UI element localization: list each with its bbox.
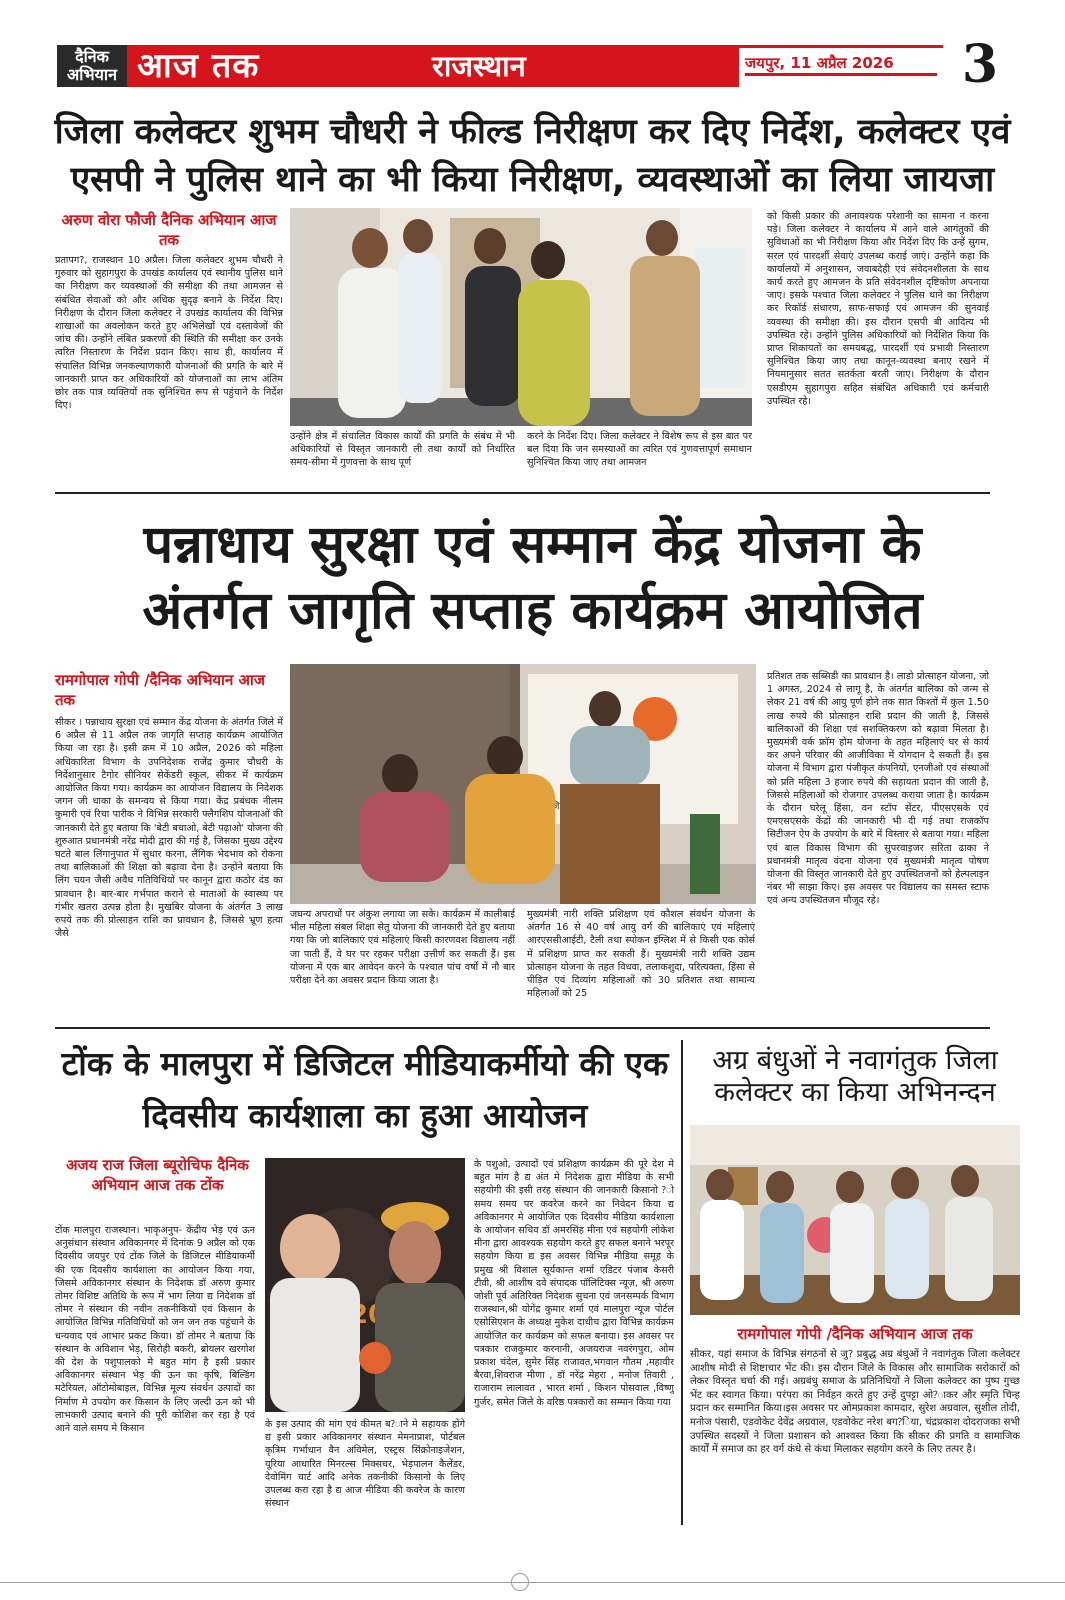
story1-col4: को किसी प्रकार की अनावश्यक परेशानी का सामना न करना पड़े। जिला कलेक्टर ने कार्यालय में आने वाले आगंतुकों की सुविधाओं का भी निरीक्षण किया और निर्देश दिए कि उन्हें सुगम, सरल एवं पारदर्शी सेवाएं उपलब्ध कराई जाएं। उन्होंने कहा कि कार्यालयों में अनुशासन, जवाबदेही एवं संवेदनशीलता के साथ कार्य करते हुए आमजन के प्रति संवेदनशील दृष्टिकोण अपनाया जाए। इसके पश्चात जिला कलेक्टर ने पुलिस थाने का निरीक्षण कर रिकॉर्ड संधारण, साफ-सफाई एवं आमजन की सुनवाई व्यवस्था की समीक्षा की। इस दौरान एसपी बी आदित्य भी उपस्थित रहे। उन्होंने पुलिस अधिकारियों को निर्देशित किया कि प्राप्त शिकायतों का समयबद्ध, पारदर्शी एवं प्रभावी निस्तारण सुनिश्चित किया जाए तथा कानून-व्यवस्था बनाए रखने में नियमानुसार सतत सतर्कता बरती जाए। निरीक्षण के दौरान एसडीएम सुहागपुरा सहित संबंधित अधिकारी एवं कर्मचारी उपस्थित रहे।: [767, 211, 989, 407]
story3-photo: [265, 1158, 465, 1412]
story3-headline: टोंक के मालपुरा में डिजिटल मीडियाकर्मीयो की एक दिवसीय कार्यशाला का हुआ आयोजन: [61, 1044, 669, 1135]
story2-col1: सीकर । पन्नाधाय सुरक्षा एवं सम्मान केंद्र योजना के अंतर्गत जिले में 6 अप्रैल से 11 अप्रैल तक जागृति सप्ताह कार्यक्रम आयोजित किया जा रहा है। इसी क्रम में 10 अप्रैल, 2026 को महिला अधिकारिता विभाग के उपनिदेशक राजेंद्र कुमार चौधरी के निर्देशानुसार टैगोर सीनियर सेकेंडरी स्कूल, सीकर में कार्यक्रम आयोजित किया गया। कार्यक्रम का आयोजन विद्यालय के निदेशक जगन जी धाका के समन्वय से किया गया। केंद्र प्रबंधक नीलम कुमारी एवं रिचा पारीक ने विभिन्न सरकारी फ्लैगशिप योजनाओं की जानकारी देते हुए बताया कि 'बेटी बचाओ, बेटी पढ़ाओ' योजना की शुरुआत प्रधानमंत्री नरेंद्र मोदी द्वारा की गई है, जिसका मुख्य उद्देश्य घटते बाल लिंगानुपात में सुधार करना, लैंगिक भेदभाव को रोकना तथा बालिकाओं की शिक्षा को बढ़ावा देना है। उन्होंने बताया कि लिंग चयन जैसी अवैध गतिविधियों पर कानून द्वारा कठोर दंड का प्रावधान है। बार-बार गर्भपात कराने से माताओं के स्वास्थ्य पर गंभीर खतरा उत्पन्न होता है। मुखबिर योजना के अंतर्गत 3 लाख रुपये तक की प्रोत्साहन राशि का प्रावधान है, जिससे भ्रूण हत्या जैसे: [55, 717, 283, 940]
footer-line: [0, 1582, 1065, 1583]
column-divider: [681, 1040, 683, 1525]
story4-body: सीकर, यहां समाज के विभिन्न संगठनों से जु? प्रबुद्ध अग्र बंधुओं ने नवागंतुक जिला कलेक्टर आशीष मोदी से शिष्टाचार भेंट की। इस दौरान जिले के विकास और सामाजिक सरोकारों को लेकर विस्तृत चर्चा की गई। अग्रबंधु समाज के प्रतिनिधियों ने जिला कलेक्टर का पुष्प गुच्छ भेंट कर स्वागत किया। परंपरा का निर्वहन करते हुए उन्हें दुपट्टा ओ?ाकर और स्मृति चिन्ह प्रदान कर सम्मानित किया।इस अवसर पर ओमप्रकाश कामदार, सुरेश अग्रवाल, सुशील तोदी, मनोज पंसारी, एडवोकेट देवेंद्र अग्रवाल, एडवोकेट नरेश बग?िया, चंद्रप्रकाश दोदराजका सभी उपस्थित सदस्यों ने जिला प्रशासन को आश्वस्त किया कि सीकर की प्रगति व सामाजिक कार्यों में समाज का हर वर्ग कंधे से कंधा मिलाकर सहयोग करने के लिए तत्पर है।: [690, 1349, 1020, 1456]
story4-photo: [690, 1125, 1020, 1315]
story2-headline-line1: पन्नाधाय सुरक्षा एवं सम्मान केंद्र योजना के: [143, 515, 922, 575]
issue-date: जयपुर, 11 अप्रैल 2026: [745, 54, 894, 72]
story1-col2: उन्होंने क्षेत्र में संचालित विकास कार्यों की प्रगति के संबंध में भी अधिकारियों से विस्तृत जानकारी ली तथा कार्यों को निर्धारित समय-सीमा में गुणवत्ता के साथ पूर्ण: [290, 431, 515, 469]
story3-photo-art: [265, 1158, 465, 1412]
masthead: [57, 34, 1010, 95]
section-title: राजस्थान: [432, 49, 526, 83]
story3-col3: के पशुओ, उत्पादों एवं प्रशिक्षण कार्यक्रम की पूरे देश मे बहुत मांग है द्य अंत मे निदेशक द्वारा मीडिया के सभी सहयोगी की इसी तरह संस्थान की जानकारी किसानो ?ो समय समय पर कवरेज करने का निवेदन किया द्य अविकानगर मे आयोजित एक दिवसीय मीडिया कार्यशाला के आयोजन सचिव डॉ अमरसिंह मीना एवं सहयोगी लोकेश मीना द्वारा आवश्यक सहयोग करते हुए सफल बनाने भरपूर सहयोग किया द्य इस अवसर विभिन्न मीडिया समूह के प्रमुख श्री विशाल सूर्यकान्त शर्मा एडिटर पंजाब केसरी टीवी, श्री आशीष दवे संपादक पॉलिटिक्स न्यूज़, श्री अरुण जोशी पूर्व अतिरिक्त निदेशक सुचना एवं जनसम्पर्क विभाग राजस्थान,श्री योगेंद्र कुमार शर्मा एवं मालपुरा न्यूज पोर्टल एसोसिएशन के अध्यक्ष मुकेश दाधीच द्वारा विभिन्न कार्यक्रम आयोजित कर कार्यक्रम को सफल बनाया। इस अवसर पर पत्रकार राजकुमार करनानी, अजयराज नवरंगपुरा, ओम प्रकाश चंदेल, सुमेर सिंह राजावत,भगवान गौतम ,महावीर बैरवा,शिवराज मीणा , डॉ नरेंद्र मेहरा , मनोज तिवारी , राजाराम लालावत , भारत शर्मा , किशन पोसवाल ,विष्णु गुर्जर, समेत जिले के वरिष्ठ पत्रकारों का सम्मान किया गया: [474, 1159, 674, 1408]
story2-photo: [290, 664, 756, 904]
story4-headline: अग्र बंधुओं ने नवागंतुक जिला कलेक्टर का किया अभिनन्दन: [712, 1045, 998, 1108]
story2-col2: जघन्य अपराधों पर अंकुश लगाया जा सके। कार्यक्रम में कालीबाई भील महिला संबल शिक्षा सेतु योजना की जानकारी देते हुए बताया गया कि जो बालिकाएं एवं महिलाएं किसी कारणवश विद्यालय नहीं जा पाती हैं, वे घर पर रहकर परीक्षा उत्तीर्ण कर सकती हैं। इस योजना में एक बार आवेदन करने के पश्चात पांच वर्षों में नौ बार परीक्षा देने का अवसर प्रदान किया जाता है।: [290, 909, 515, 987]
date-underline: [745, 73, 937, 76]
story1-photo: [290, 208, 752, 426]
story2-headline: [40, 512, 1025, 644]
brand-title: आज तक: [137, 46, 260, 86]
story4-photo-art: [690, 1125, 1020, 1315]
story1-byline: अरुण वोरा फौजी दैनिक अभियान आज तक: [61, 211, 277, 249]
story2-col4: प्रतिशत तक सब्सिडी का प्रावधान है। लाडो प्रोत्साहन योजना, जो 1 अगस्त, 2024 से लागू है, के अंतर्गत बालिका को जन्म से लेकर 21 वर्ष की आयु पूर्ण होने तक सात किश्तों में कुल 1.50 लाख रुपये की प्रोत्साहन राशि प्रदान की जाती है, जिससे बालिकाओं की शिक्षा एवं सशक्तिकरण को बढ़ावा मिलता है। मुख्यमंत्री वर्क फ्रॉम होम योजना के तहत महिलाएं घर से कार्य कर अपने परिवार की आजीविका में योगदान दे सकती हैं। इस योजना में विभाग द्वारा पंजीकृत कंपनियों, एनजीओ एवं संस्थाओं को प्रति महिला 3 हजार रुपये की सहायता प्रदान की जाती है, जिससे महिलाओं को रोजगार उपलब्ध कराया जाता है। कार्यक्रम के दौरान घरेलू हिंसा, वन स्टॉप सेंटर, पीएसएसके एवं एमएसएसके केंद्रों की जानकारी भी दी गई तथा राजकॉप सिटीजन ऐप के उपयोग के बारे में विस्तार से बताया गया। महिला एवं बाल विकास विभाग की सुपरवाइजर सरिता ढाका ने प्रधानमंत्री मातृत्व वंदना योजना एवं मुख्यमंत्री मातृत्व पोषण योजना की विस्तृत जानकारी देते हुए उपस्थितजनों को हेल्पलाइन नंबर भी साझा किए। इस अवसर पर विद्यालय का समस्त स्टाफ एवं अन्य उपस्थितजन मौजूद रहे।: [767, 671, 989, 907]
story1-col3: करने के निर्देश दिए। जिला कलेक्टर ने विशेष रूप से इस बात पर बल दिया कि जन समस्याओं का त्वरित एवं गुणवत्तापूर्ण समाधान सुनिश्चित किया जाए तथा आमजन: [527, 431, 752, 469]
story1-headline: जिला कलेक्टर शुभम चौधरी ने फील्ड निरीक्षण कर दिए निर्देश, कलेक्टर एवं एसपी ने पुलिस थाने का भी किया निरीक्षण, व्यवस्थाओं का लिया जायजा: [54, 112, 1011, 200]
podium: [560, 784, 660, 904]
story2-headline-line2: अंतर्गत जागृति सप्ताह कार्यक्रम आयोजित: [142, 581, 923, 641]
registration-mark-icon: [511, 1573, 529, 1591]
story2-byline: रामगोपाल गोपी /दैनिक अभियान आज तक: [55, 671, 265, 709]
story1-col1: प्रतापग?, राजस्थान 10 अप्रैल। जिला कलेक्टर शुभम चौधरी ने गुरुवार को सुहागपुरा के उपखंड कार्यालय एवं स्थानीय पुलिस थाने का निरीक्षण कर व्यवस्थाओं की समीक्षा की तथा आमजन से संबंधित सेवाओं को और अधिक सुदृढ़ बनाने के निर्देश दिए। निरीक्षण के दौरान जिला कलेक्टर ने उपखंड कार्यालय की विभिन्न शाखाओं का अवलोकन करते हुए अभिलेखों एवं दस्तावेजों की जांच की। उन्होंने लंबित प्रकरणों की स्थिति की समीक्षा कर उनके त्वरित निस्तारण के निर्देश प्रदान किए। साथ ही, कार्यालय में संचालित विभिन्न जनकल्याणकारी योजनाओं की प्रगति के बारे में जानकारी प्राप्त कर अधिकारियों को योजनाओं का लाभ अंतिम छोर तक पात्र व्यक्तियों तक सुनिश्चित रूप से पहुंचाने के निर्देश दिए।: [55, 255, 283, 412]
banner-text: जिला: [549, 801, 569, 812]
story3-byline: अजय राज जिला ब्यूरोचिफ दैनिक अभियान आज तक टोंक: [66, 1156, 249, 1194]
story1-photo-art: [290, 208, 752, 426]
story2-col3: मुख्यमंत्री नारी शक्ति प्रशिक्षण एवं कौशल संवर्धन योजना के अंतर्गत 16 से 40 वर्ष आयु वर्ग की बालिकाएं एवं महिलाएं आरएससीआईटी, टैली तथा स्पोकन इंग्लिश में से किसी एक कोर्स में प्रशिक्षण प्राप्त कर सकती हैं। मुख्यमंत्री नारी शक्ति उद्यम प्रोत्साहन योजना के तहत विधवा, तलाकशुदा, परित्यक्ता, हिंसा से पीड़ित एवं दिव्यांग महिलाओं को 30 प्रतिशत तथा सामान्य महिलाओं को 25: [527, 909, 755, 1000]
story2-photo-art: [290, 664, 756, 904]
section-divider-2: [55, 1027, 990, 1029]
section-divider: [55, 492, 990, 494]
story4-byline: रामगोपाल गोपी /दैनिक अभियान आज तक: [737, 1325, 973, 1343]
story3-col1: टोंक मालपुरा राजस्थान। भाकृअनुप- केंद्रीय भेड़ एवं ऊन अनुसंधान संस्थान अविकानगर में दिनांक 9 अप्रैल को एक दिवसीय जयपुर एवं टोंक जिले के डिजिटल मीडियाकर्मी की एक दिवसीय कार्यशाला का आयोजन किया गया, जिसमे अविकानगर संस्थान के निदेशक डॉ अरुण कुमार तोमर विशिष्ट अतिथि के रूप में भाग लिया द्य निदेशक डॉ तोमर ने संस्थान की नवीन तकनीकियों एवं किसान के आयोजित विभिन्न गतिविधियों को जन जन तक पहुंचाने के धन्यवाद एवं आभार प्रकट किया। डॉ तोमर ने बताया कि संस्थान के अविशान भेड़, सिरोही बकरी, ब्रोयलर खरगोश की देश के पशुपालको मे बहुत मांग है इसी प्रकार अविकानगर संस्थान भेड़ की ऊन का कृषि, बिल्डिंग मटेरियल, ऑटोमोबाइल, विभिन्न मूल्य संवर्धन उत्पादों का निर्माण मे उपयोग कर किसान के लिए जल्दी ऊन को भी लाभकारी उत्पाद बनाने की पूरी कोशिश कर रहा है एवं आने वाले समय मे किसान: [55, 1225, 255, 1435]
paper-logo: दैनिक अभियान: [57, 45, 127, 87]
page-number: 3: [961, 34, 999, 95]
story3-col2: के इस उत्पाद की मांग एवं कीमत ब?ाने मे सहायक होंगे द्य इसी प्रकार अविकानगर संस्थान मेमनाप्राश, पोर्टबल कृत्रिम गर्भाधान वैन अविमेल, एस्ट्रस सिंक्रोनाइजेशन, यूरिया आधारित मिनरल्स मिक्सचर, भेड़पालन कैलेंडर, देवोमिंग चार्ट आदि अनेक तकनीकी किसानो के लिए उपलब्ध करा रहा है द्य आज मीडिया की कवरेज के कारण संस्थान: [265, 1419, 465, 1510]
